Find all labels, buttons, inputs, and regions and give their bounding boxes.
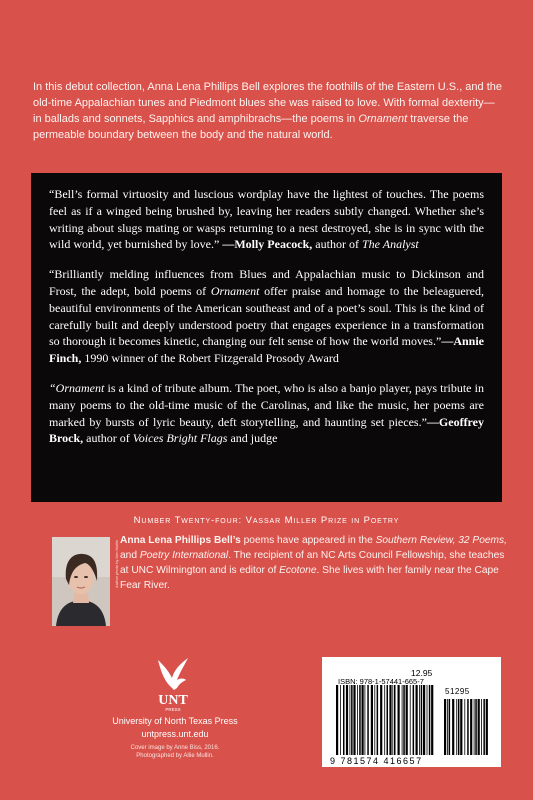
blurb-author: —Geoffrey Brock, (49, 414, 484, 446)
blurb-box (31, 173, 502, 502)
price-code-digits: 51295 (445, 687, 470, 696)
blurb-1: “Bell’s formal virtuosity and luscious wordplay have the lightest of touches. The poems feel as if a winged being brushed by, leaving her readers subtly changed. Whether she’s writing about slugs mating or wasps returning to a nest destroyed, she is in sync with the wild world, yet burnished by love.” —Molly Peacock, author of The Analyst (49, 187, 484, 252)
barcode-bar (427, 685, 428, 755)
barcode-bar (402, 685, 403, 755)
logo-letters: UNT (158, 693, 188, 708)
barcode-bar (416, 685, 418, 755)
barcode-bar (392, 685, 393, 755)
barcode-bar (403, 685, 405, 755)
description-paragraph (33, 79, 503, 143)
author-photo (52, 537, 110, 626)
barcode-bar (470, 699, 472, 755)
barcode-bar (340, 685, 341, 755)
barcode-bar (421, 685, 423, 755)
barcode-bar (475, 699, 477, 755)
barcode-bar (456, 699, 457, 755)
barcode-bar (406, 685, 408, 755)
cover-credit: Cover image by Anne Biss, 2016. Photographed by Allie Mullin. (130, 745, 220, 759)
barcode-bar (377, 685, 379, 755)
barcode-bar (384, 685, 385, 755)
barcode-bar (398, 685, 400, 755)
blurb-author: —Molly Peacock, (222, 237, 313, 252)
barcode-bar (447, 699, 448, 755)
barcode-bar (374, 685, 375, 755)
barcode-bar (429, 685, 431, 755)
barcode-bar (464, 699, 465, 755)
barcode-bar (458, 699, 460, 755)
barcode-bar (350, 685, 351, 755)
barcode-bar (423, 685, 425, 755)
publisher-url: untpress.unt.edu (141, 729, 209, 739)
barcode-bar (478, 699, 480, 755)
barcode-bar (365, 685, 366, 755)
barcode-bar (351, 685, 353, 755)
barcode-bar (362, 685, 364, 755)
barcode-bar (449, 699, 451, 755)
barcode-bar (444, 699, 446, 755)
unt-eagle-logo-icon (150, 656, 196, 712)
blurb-author: —Annie Finch, (49, 334, 484, 366)
description-text: In this debut collection, Anna Lena Phillips Bell explores the foothills of the Eastern U.S., and the old-time Appalachian tunes and Piedmont blues she was raised to love. With formal dexterity—in ballads and sonnets, Sapphics and amphibrachs—the poems in (33, 81, 503, 125)
blurb-2: “Brilliantly melding influences from Blues and Appalachian music to Dickinson and Frost, the adept, bold poems of Ornament offer praise and homage to the beleaguered, beautiful environments of the American southeast and of a poet’s soul. This is the kind of carefully built and deeply understood poetry that engages experience in a transformation so thorough it becomes kinetic, changing our felt sense of how the world moves.”—Annie Finch, 1990 winner of the Robert Fitzgerald Prosody Award (49, 267, 484, 366)
barcode-bar (371, 685, 373, 755)
barcode-bar (486, 699, 488, 755)
barcode-bar (343, 685, 345, 755)
author-bio: Anna Lena Phillips Bell’s poems have appeared in the Southern Review, 32 Poems, and Poetry International. The recipient of an NC Arts Council Fellowship, she teaches at UNC Wilmington and is editor of Ecotone. She lives with her family near the Cape Fear River. (120, 535, 507, 591)
barcode-bar (357, 685, 358, 755)
barcode-bar (483, 699, 485, 755)
book-title-italic: Ornament (358, 113, 408, 125)
barcode-bar (481, 699, 482, 755)
barcode-bar (419, 685, 420, 755)
barcode-bar (474, 699, 475, 755)
barcode-bar (410, 685, 411, 755)
author-name: Anna Lena Phillips Bell’s (120, 535, 241, 546)
barcode-bar (431, 685, 433, 755)
barcode-bar (346, 685, 348, 755)
barcode-digits: 9 781574 416657 (330, 756, 423, 766)
barcode-bar (367, 685, 369, 755)
barcode-bar (394, 685, 396, 755)
barcode-bar (467, 699, 469, 755)
barcode-bar (359, 685, 361, 755)
barcode-bar (380, 685, 382, 755)
barcode-bar (387, 685, 389, 755)
photo-credit: Author photo by Ann Mullin (114, 540, 119, 588)
prize-line: Number Twenty-four: Vassar Miller Prize in Poetry (133, 515, 400, 526)
isbn-label: ISBN: 978-1-57441-665-7 (338, 677, 424, 686)
barcode-bar (336, 685, 338, 755)
author-portrait-image (52, 537, 110, 626)
barcode-bar (460, 699, 462, 755)
barcode-bar (389, 685, 391, 755)
barcode-bar (353, 685, 355, 755)
publisher-name: University of North Texas Press (112, 716, 238, 726)
price: 12.95 (411, 668, 433, 678)
logo-press-label: PRESS (165, 707, 181, 712)
barcode-bar (413, 685, 415, 755)
description-text-end: traverse the permeable boundary between the body and the natural world. (33, 113, 469, 141)
barcode-bar (452, 699, 454, 755)
blurb-3: “Ornament is a kind of tribute album. The poet, who is also a banjo player, pays tribute in many poems to the old-time music of the Carolinas, and like the music, her poems are marked by bursts of lyric beauty, deft storytelling, and haunting set pieces.”—Geoffrey Brock, author of Voices Bright Flags and judge (49, 380, 484, 446)
